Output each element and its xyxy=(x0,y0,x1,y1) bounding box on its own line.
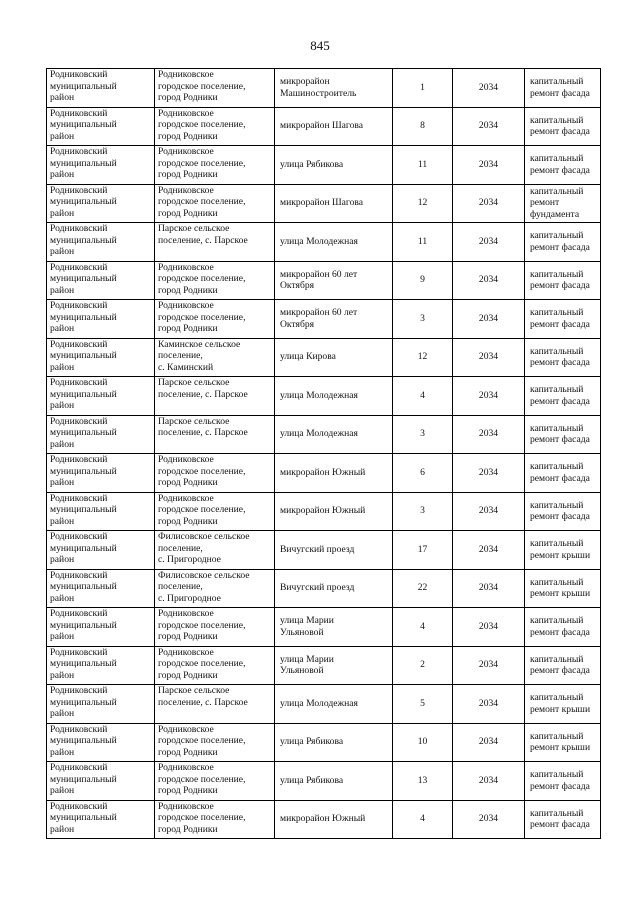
work-type-cell-text: капитальный ремонт фасада xyxy=(530,345,590,369)
settlement-cell-text: Родниковское городское поселение, город Родники xyxy=(158,762,246,797)
work-type-cell xyxy=(525,685,601,724)
work-type-cell xyxy=(525,569,601,608)
house-number-cell-text: 12 xyxy=(417,197,428,209)
street-cell-text: улица Марии Ульяновой xyxy=(280,615,334,638)
settlement-cell xyxy=(155,184,275,223)
settlement-cell xyxy=(155,800,275,839)
year-cell xyxy=(453,300,525,339)
street-cell-text: микрорайон Южный xyxy=(280,505,366,517)
year-cell xyxy=(453,223,525,262)
work-type-cell xyxy=(525,646,601,685)
year-cell xyxy=(453,800,525,839)
table-row xyxy=(47,415,601,454)
table-row xyxy=(47,184,601,223)
street-cell xyxy=(275,608,393,647)
work-type-cell-text: капитальный ремонт фасада xyxy=(530,807,590,831)
street-cell-text: улица Молодежная xyxy=(280,235,358,247)
table-row xyxy=(47,646,601,685)
street-cell-text: улица Рябикова xyxy=(280,158,344,170)
settlement-cell-text: Парское сельское поселение, с. Парское xyxy=(158,223,248,246)
house-number-cell xyxy=(393,415,453,454)
year-cell xyxy=(453,415,525,454)
street-cell-text: микрорайон Шагова xyxy=(280,197,364,209)
settlement-cell-text: Филисовское сельское поселение, с. Пригородное xyxy=(158,531,250,566)
year-cell-text: 2034 xyxy=(478,81,499,93)
district-cell xyxy=(47,415,155,454)
district-cell-text: Родниковский муниципальный район xyxy=(50,723,117,758)
street-cell-text: улица Молодежная xyxy=(280,389,358,401)
work-type-cell xyxy=(525,492,601,531)
settlement-cell xyxy=(155,377,275,416)
table-row xyxy=(47,800,601,839)
house-number-cell xyxy=(393,762,453,801)
settlement-cell-text: Родниковское городское поселение, город Родники xyxy=(158,608,246,643)
street-cell-text: улица Марии Ульяновой xyxy=(280,653,334,677)
work-type-cell-text: капитальный ремонт фасада xyxy=(530,769,590,792)
work-type-cell-text: капитальный ремонт фасада xyxy=(530,268,590,292)
work-type-cell-text: капитальный ремонт фасада xyxy=(530,153,590,176)
house-number-cell-text: 22 xyxy=(417,582,428,594)
work-type-cell-text: капитальный ремонт крыши xyxy=(530,576,591,600)
work-type-cell xyxy=(525,338,601,377)
street-cell-text: улица Рябикова xyxy=(280,774,344,786)
settlement-cell xyxy=(155,646,275,685)
street-cell-text: микрорайон Шагова xyxy=(280,120,364,132)
work-type-cell-text: капитальный ремонт фасада xyxy=(530,653,590,677)
street-cell xyxy=(275,146,393,185)
year-cell-text: 2034 xyxy=(478,197,499,209)
street-cell xyxy=(275,415,393,454)
street-cell xyxy=(275,338,393,377)
work-type-cell-text: капитальный ремонт фасада xyxy=(530,422,590,446)
house-number-cell-text: 13 xyxy=(417,774,428,786)
settlement-cell xyxy=(155,608,275,647)
table-row xyxy=(47,107,601,146)
street-cell-text: улица Молодежная xyxy=(280,697,358,709)
house-number-cell-text: 2 xyxy=(420,659,425,671)
house-number-cell-text: 11 xyxy=(417,235,428,247)
work-type-cell-text: капитальный ремонт фасада xyxy=(530,384,590,407)
work-type-cell-text: капитальный ремонт фундамента xyxy=(530,185,584,221)
year-cell-text: 2034 xyxy=(478,697,499,709)
house-number-cell xyxy=(393,531,453,570)
settlement-cell xyxy=(155,454,275,493)
house-number-cell xyxy=(393,107,453,146)
work-type-cell xyxy=(525,300,601,339)
district-cell-text: Родниковский муниципальный район xyxy=(50,531,117,566)
year-cell-text: 2034 xyxy=(478,466,499,478)
year-cell xyxy=(453,69,525,108)
district-cell xyxy=(47,223,155,262)
settlement-cell-text: Парское сельское поселение, с. Парское xyxy=(158,685,248,708)
settlement-cell xyxy=(155,415,275,454)
district-cell xyxy=(47,338,155,377)
table-row xyxy=(47,300,601,339)
year-cell xyxy=(453,646,525,685)
district-cell xyxy=(47,492,155,531)
work-type-cell-text: капитальный ремонт фасада xyxy=(530,461,590,484)
house-number-cell-text: 1 xyxy=(420,81,425,93)
house-number-cell xyxy=(393,608,453,647)
district-cell xyxy=(47,685,155,724)
street-cell xyxy=(275,492,393,531)
house-number-cell xyxy=(393,646,453,685)
house-number-cell xyxy=(393,300,453,339)
year-cell xyxy=(453,261,525,300)
house-number-cell xyxy=(393,569,453,608)
district-cell xyxy=(47,377,155,416)
work-type-cell xyxy=(525,184,601,223)
district-cell-text: Родниковский муниципальный район xyxy=(50,184,117,219)
district-cell-text: Родниковский муниципальный район xyxy=(50,377,117,412)
district-cell xyxy=(47,646,155,685)
year-cell xyxy=(453,184,525,223)
district-cell-text: Родниковский муниципальный район xyxy=(50,69,117,104)
district-cell xyxy=(47,69,155,108)
work-type-cell-text: капитальный ремонт крыши xyxy=(530,538,591,561)
street-cell-text: улица Молодежная xyxy=(280,428,358,440)
district-cell-text: Родниковский муниципальный район xyxy=(50,454,117,489)
work-type-cell-text: капитальный ремонт фасада xyxy=(530,76,590,99)
year-cell-text: 2034 xyxy=(478,158,499,170)
house-number-cell xyxy=(393,223,453,262)
house-number-cell xyxy=(393,723,453,762)
work-type-cell xyxy=(525,69,601,108)
year-cell-text: 2034 xyxy=(478,774,499,786)
page-number: 845 xyxy=(310,38,330,53)
district-cell-text: Родниковский муниципальный район xyxy=(50,569,117,604)
street-cell-text: Вичугский проезд xyxy=(280,582,355,594)
street-cell xyxy=(275,184,393,223)
year-cell xyxy=(453,377,525,416)
district-cell xyxy=(47,261,155,300)
house-number-cell xyxy=(393,685,453,724)
settlement-cell xyxy=(155,300,275,339)
district-cell-text: Родниковский муниципальный район xyxy=(50,762,117,797)
work-type-cell-text: капитальный ремонт фасада xyxy=(530,615,590,638)
settlement-cell-text: Родниковское городское поселение, город Родники xyxy=(158,454,246,489)
year-cell-text: 2034 xyxy=(478,736,499,748)
house-number-cell xyxy=(393,69,453,108)
district-cell-text: Родниковский муниципальный район xyxy=(50,800,117,835)
district-cell-text: Родниковский муниципальный район xyxy=(50,107,117,142)
table-row xyxy=(47,762,601,801)
district-cell xyxy=(47,762,155,801)
settlement-cell xyxy=(155,685,275,724)
work-type-cell xyxy=(525,107,601,146)
year-cell xyxy=(453,107,525,146)
settlement-cell-text: Родниковское городское поселение, город Родники xyxy=(158,646,246,681)
year-cell xyxy=(453,723,525,762)
district-cell-text: Родниковский муниципальный район xyxy=(50,261,117,296)
house-number-cell-text: 8 xyxy=(420,120,425,132)
table-row xyxy=(47,223,601,262)
year-cell-text: 2034 xyxy=(478,389,499,401)
settlement-cell-text: Родниковское городское поселение, город Родники xyxy=(158,723,246,758)
house-number-cell-text: 4 xyxy=(420,389,425,401)
work-type-cell xyxy=(525,223,601,262)
table-body xyxy=(47,69,601,839)
street-cell xyxy=(275,69,393,108)
street-cell xyxy=(275,762,393,801)
year-cell xyxy=(453,146,525,185)
work-type-cell-text: капитальный ремонт фасада xyxy=(530,307,590,330)
street-cell-text: микрорайон Южный xyxy=(280,813,366,825)
work-type-cell-text: капитальный ремонт крыши xyxy=(530,730,591,754)
year-cell xyxy=(453,608,525,647)
district-cell-text: Родниковский муниципальный район xyxy=(50,223,117,258)
district-cell-text: Родниковский муниципальный район xyxy=(50,646,117,681)
table-row xyxy=(47,338,601,377)
year-cell-text: 2034 xyxy=(478,505,499,517)
work-type-cell xyxy=(525,415,601,454)
work-type-cell xyxy=(525,377,601,416)
house-number-cell-text: 9 xyxy=(420,274,425,286)
work-type-cell xyxy=(525,762,601,801)
district-cell-text: Родниковский муниципальный район xyxy=(50,300,117,335)
table-row xyxy=(47,146,601,185)
district-cell xyxy=(47,184,155,223)
work-type-cell xyxy=(525,723,601,762)
table-row xyxy=(47,531,601,570)
table-row xyxy=(47,492,601,531)
street-cell-text: микрорайон 60 лет Октября xyxy=(280,307,358,330)
district-cell xyxy=(47,723,155,762)
district-cell xyxy=(47,454,155,493)
settlement-cell xyxy=(155,107,275,146)
street-cell xyxy=(275,685,393,724)
district-cell xyxy=(47,531,155,570)
street-cell-text: микрорайон Машиностроитель xyxy=(280,76,357,99)
year-cell-text: 2034 xyxy=(478,274,499,286)
house-number-cell-text: 10 xyxy=(417,736,428,748)
year-cell-text: 2034 xyxy=(478,120,499,132)
settlement-cell xyxy=(155,223,275,262)
street-cell-text: микрорайон 60 лет Октября xyxy=(280,268,358,292)
settlement-cell xyxy=(155,723,275,762)
district-cell-text: Родниковский муниципальный район xyxy=(50,608,117,643)
settlement-cell-text: Каминское сельское поселение, с. Каминский xyxy=(158,338,241,373)
district-cell xyxy=(47,569,155,608)
year-cell-text: 2034 xyxy=(478,659,499,671)
house-number-cell xyxy=(393,261,453,300)
repair-schedule-table xyxy=(46,68,601,839)
street-cell xyxy=(275,261,393,300)
street-cell-text: Вичугский проезд xyxy=(280,543,355,555)
settlement-cell-text: Родниковское городское поселение, город Родники xyxy=(158,107,246,142)
house-number-cell xyxy=(393,492,453,531)
street-cell-text: улица Рябикова xyxy=(280,736,344,748)
house-number-cell-text: 3 xyxy=(420,505,425,517)
settlement-cell xyxy=(155,531,275,570)
year-cell xyxy=(453,531,525,570)
district-cell-text: Родниковский муниципальный район xyxy=(50,338,117,373)
work-type-cell xyxy=(525,608,601,647)
street-cell xyxy=(275,646,393,685)
settlement-cell-text: Родниковское городское поселение, город Родники xyxy=(158,184,246,219)
work-type-cell xyxy=(525,531,601,570)
district-cell xyxy=(47,800,155,839)
settlement-cell-text: Парское сельское поселение, с. Парское xyxy=(158,415,248,439)
work-type-cell xyxy=(525,800,601,839)
table-row xyxy=(47,261,601,300)
settlement-cell xyxy=(155,338,275,377)
year-cell xyxy=(453,762,525,801)
house-number-cell-text: 11 xyxy=(417,158,428,170)
district-cell xyxy=(47,146,155,185)
settlement-cell xyxy=(155,569,275,608)
settlement-cell-text: Родниковское городское поселение, город Родники xyxy=(158,69,246,104)
year-cell-text: 2034 xyxy=(478,620,499,632)
street-cell xyxy=(275,531,393,570)
street-cell-text: улица Кирова xyxy=(280,351,336,363)
district-cell xyxy=(47,107,155,146)
house-number-cell-text: 3 xyxy=(420,312,425,324)
settlement-cell xyxy=(155,69,275,108)
work-type-cell xyxy=(525,146,601,185)
street-cell xyxy=(275,800,393,839)
table-row xyxy=(47,608,601,647)
year-cell xyxy=(453,492,525,531)
table-row xyxy=(47,377,601,416)
street-cell xyxy=(275,569,393,608)
year-cell-text: 2034 xyxy=(478,543,499,555)
house-number-cell-text: 4 xyxy=(420,620,425,632)
district-cell-text: Родниковский муниципальный район xyxy=(50,685,117,720)
street-cell xyxy=(275,723,393,762)
work-type-cell-text: капитальный ремонт крыши xyxy=(530,692,591,715)
table-row xyxy=(47,69,601,108)
house-number-cell xyxy=(393,377,453,416)
settlement-cell xyxy=(155,762,275,801)
district-cell-text: Родниковский муниципальный район xyxy=(50,415,117,450)
district-cell-text: Родниковский муниципальный район xyxy=(50,492,117,527)
settlement-cell-text: Родниковское городское поселение, город Родники xyxy=(158,146,246,181)
table-row xyxy=(47,569,601,608)
work-type-cell xyxy=(525,261,601,300)
work-type-cell xyxy=(525,454,601,493)
street-cell xyxy=(275,107,393,146)
house-number-cell-text: 12 xyxy=(417,351,428,363)
settlement-cell xyxy=(155,261,275,300)
settlement-cell-text: Родниковское городское поселение, город Родники xyxy=(158,261,246,296)
house-number-cell-text: 4 xyxy=(420,813,425,825)
district-cell xyxy=(47,608,155,647)
street-cell xyxy=(275,377,393,416)
street-cell-text: микрорайон Южный xyxy=(280,466,366,478)
settlement-cell xyxy=(155,492,275,531)
district-cell-text: Родниковский муниципальный район xyxy=(50,146,117,181)
settlement-cell-text: Парское сельское поселение, с. Парское xyxy=(158,377,248,400)
settlement-cell-text: Родниковское городское поселение, город Родники xyxy=(158,800,246,835)
year-cell-text: 2034 xyxy=(478,813,499,825)
settlement-cell-text: Родниковское городское поселение, город Родники xyxy=(158,492,246,527)
year-cell xyxy=(453,454,525,493)
table-row xyxy=(47,723,601,762)
house-number-cell-text: 5 xyxy=(420,697,425,709)
district-cell xyxy=(47,300,155,339)
settlement-cell xyxy=(155,146,275,185)
year-cell-text: 2034 xyxy=(478,582,499,594)
house-number-cell xyxy=(393,184,453,223)
house-number-cell xyxy=(393,800,453,839)
settlement-cell-text: Родниковское городское поселение, город Родники xyxy=(158,300,246,335)
year-cell xyxy=(453,338,525,377)
year-cell xyxy=(453,569,525,608)
house-number-cell-text: 3 xyxy=(420,428,425,440)
table-row xyxy=(47,685,601,724)
work-type-cell-text: капитальный ремонт фасада xyxy=(530,499,590,523)
table-row xyxy=(47,454,601,493)
street-cell xyxy=(275,300,393,339)
house-number-cell-text: 17 xyxy=(417,543,428,555)
street-cell xyxy=(275,454,393,493)
house-number-cell-text: 6 xyxy=(420,466,425,478)
year-cell-text: 2034 xyxy=(478,351,499,363)
work-type-cell-text: капитальный ремонт фасада xyxy=(530,230,590,253)
year-cell-text: 2034 xyxy=(478,428,499,440)
year-cell-text: 2034 xyxy=(478,312,499,324)
house-number-cell xyxy=(393,454,453,493)
year-cell-text: 2034 xyxy=(478,235,499,247)
house-number-cell xyxy=(393,146,453,185)
house-number-cell xyxy=(393,338,453,377)
year-cell xyxy=(453,685,525,724)
street-cell xyxy=(275,223,393,262)
work-type-cell-text: капитальный ремонт фасада xyxy=(530,114,590,138)
settlement-cell-text: Филисовское сельское поселение, с. Пригородное xyxy=(158,569,250,604)
